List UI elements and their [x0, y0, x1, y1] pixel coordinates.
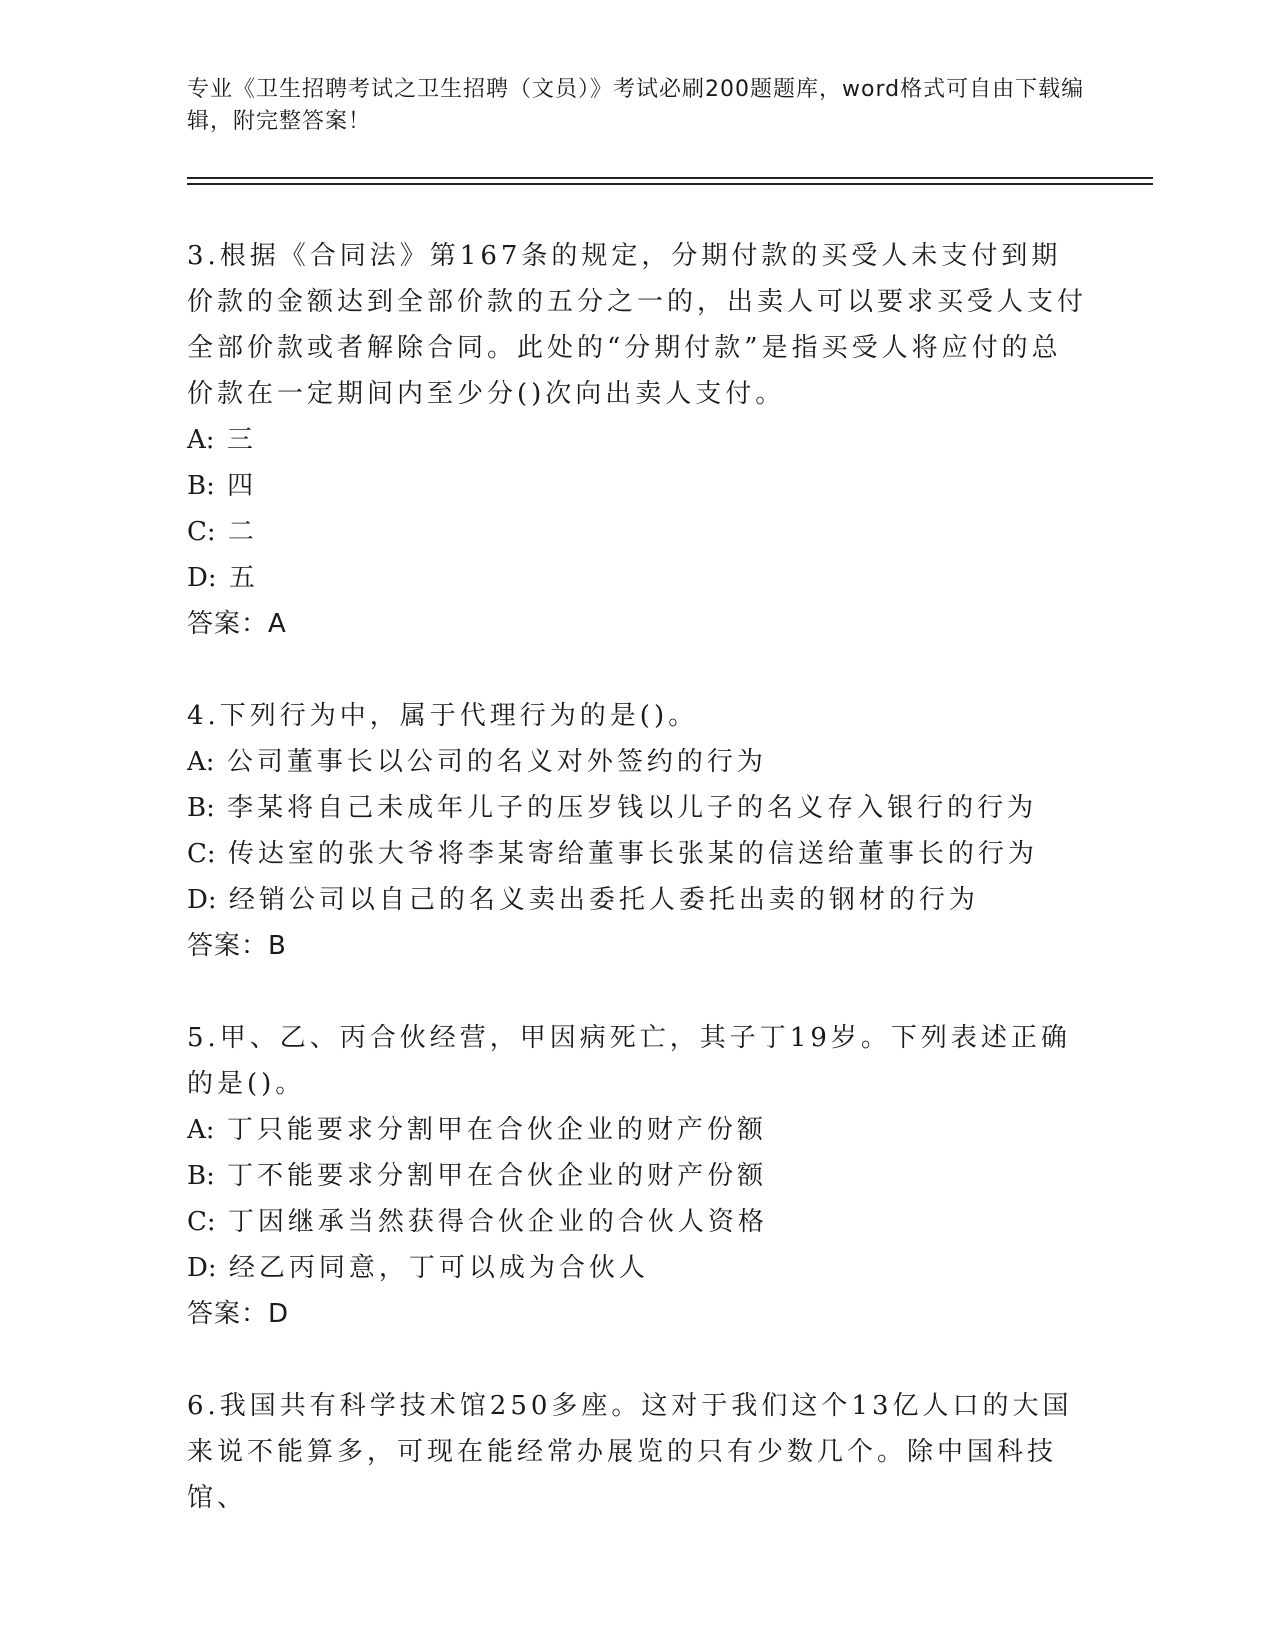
answer-line: 答案：D: [187, 1299, 290, 1329]
option-c: C: 传达室的张大爷将李某寄给董事长张某的信送给董事长的行为: [187, 839, 1038, 869]
header-divider-top: [187, 177, 1153, 179]
option-a: A: 三: [187, 425, 257, 455]
question-stem: 3.根据《合同法》第167条的规定，分期付款的买受人未支付到期价款的金额达到全部价款的五分之一的，出卖人可以要求买受人支付全部价款或者解除合同。此处的“分期付款”是指买受人将应付的总价款在一定期间内至少分()次向出卖人支付。: [187, 241, 1088, 409]
question-stem: 4.下列行为中，属于代理行为的是()。: [187, 701, 699, 731]
option-b: B: 李某将自己未成年儿子的压岁钱以儿子的名义存入银行的行为: [187, 793, 1038, 823]
question-6: [187, 1383, 1087, 1521]
answer-line: 答案：B: [187, 931, 287, 961]
question-4: [187, 693, 1087, 969]
answer-line: 答案：A: [187, 609, 287, 639]
option-b: B: 四: [187, 471, 258, 501]
question-list: [187, 233, 1087, 1567]
option-c: C: 二: [187, 517, 258, 547]
question-stem: 5.甲、乙、丙合伙经营，甲因病死亡，其子丁19岁。下列表述正确的是()。: [187, 1023, 1071, 1099]
option-d: D: 经乙丙同意，丁可以成为合伙人: [187, 1253, 649, 1283]
question-5: [187, 1015, 1087, 1337]
option-a: A: 公司董事长以公司的名义对外签约的行为: [187, 747, 767, 777]
option-d: D: 经销公司以自己的名义卖出委托人委托出卖的钢材的行为: [187, 885, 979, 915]
option-b: B: 丁不能要求分割甲在合伙企业的财产份额: [187, 1161, 768, 1191]
option-d: D: 五: [187, 563, 259, 593]
document-header: 专业《卫生招聘考试之卫生招聘（文员）》考试必刷200题题库，word格式可自由下载编辑，附完整答案！: [187, 77, 1085, 134]
option-a: A: 丁只能要求分割甲在合伙企业的财产份额: [187, 1115, 767, 1145]
question-3: [187, 233, 1087, 647]
question-stem: 6.我国共有科学技术馆250多座。这对于我们这个13亿人口的大国来说不能算多，可现在能经常办展览的只有少数几个。除中国科技馆、: [187, 1391, 1073, 1513]
option-c: C: 丁因继承当然获得合伙企业的合伙人资格: [187, 1207, 768, 1237]
header-divider-bottom: [187, 183, 1153, 185]
